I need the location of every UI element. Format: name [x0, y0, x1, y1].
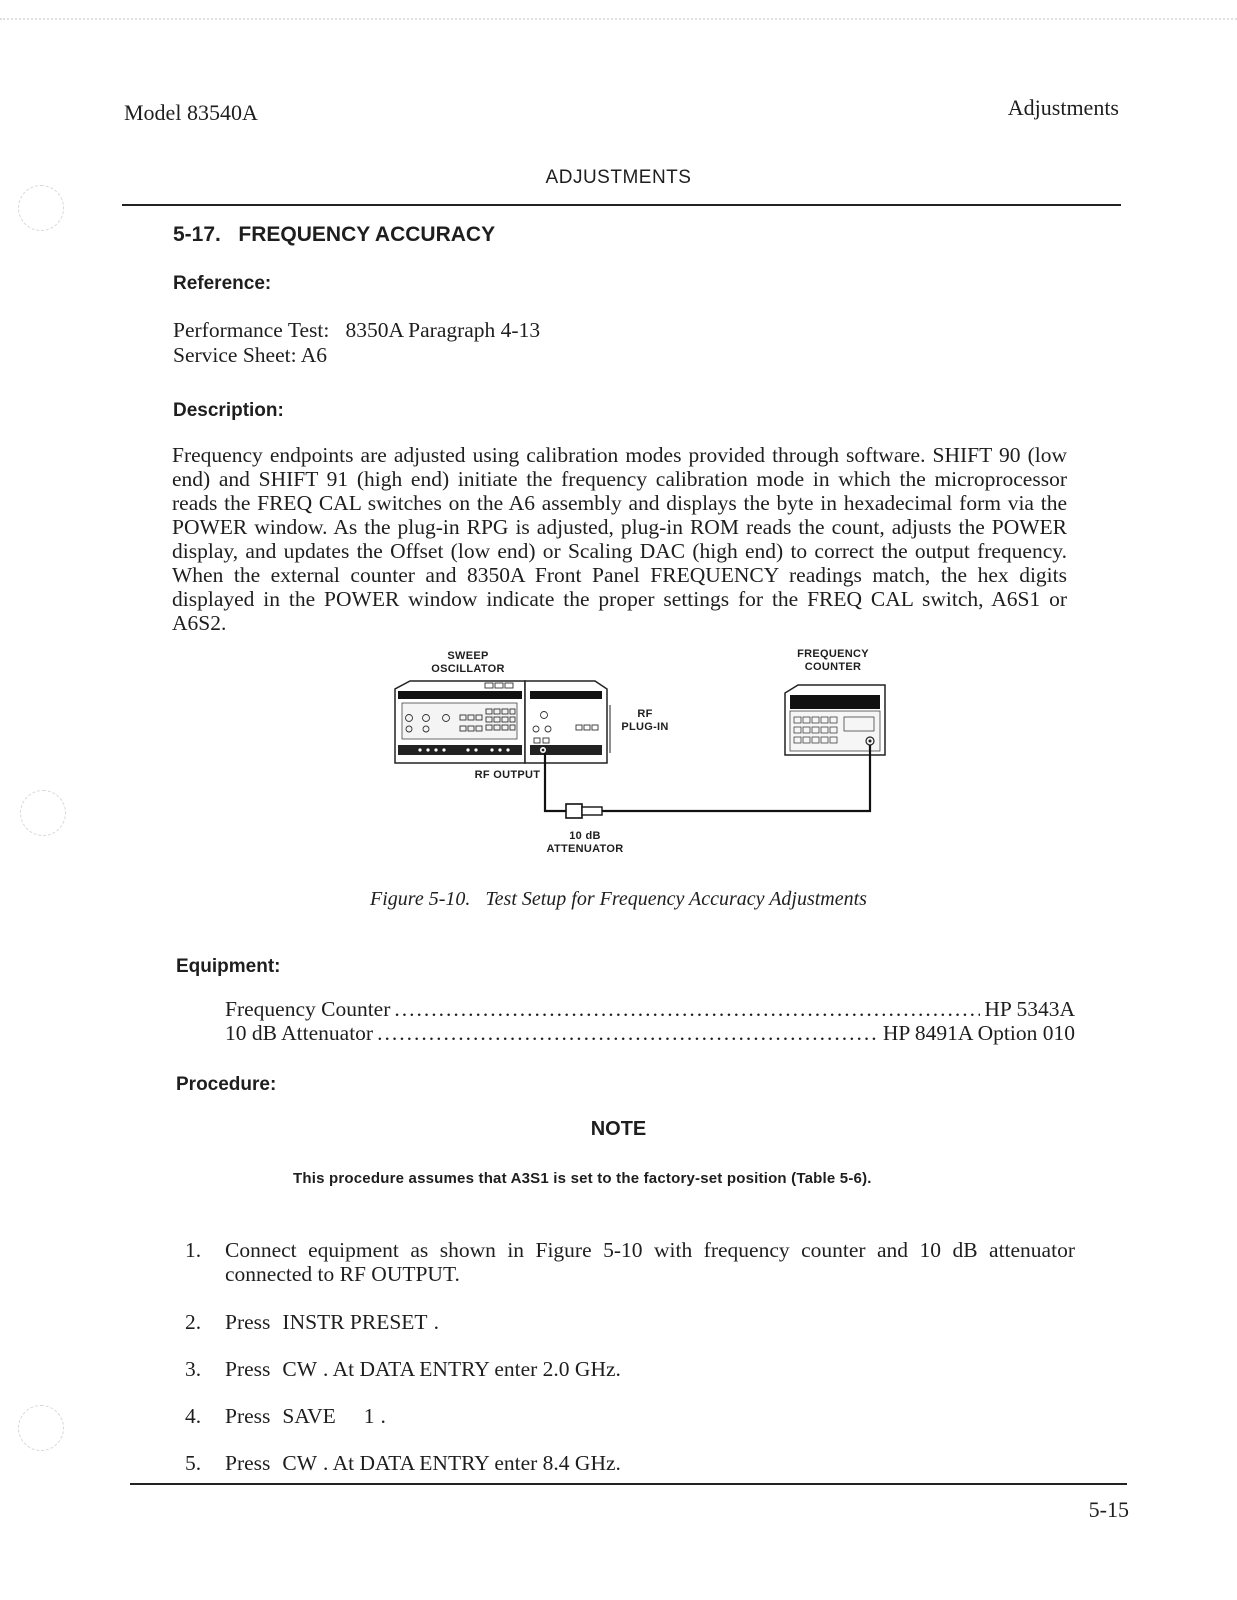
step-post: .	[380, 1404, 386, 1428]
page-number: 5-15	[1088, 1497, 1129, 1522]
description-paragraph: Frequency endpoints are adjusted using calibration modes provided through software. SHIFT 90 (low end) and SHIFT 91 (high end) initiate the frequency calibration mode in which the microprocessor reads the FREQ CAL switches on the A6 assembly and displays the byte in hexadecimal form via the POWER window. As the plug-in RPG is adjusted, plug-in ROM reads the count, adjusts the POWER display, and updates the Offset (low end) or Scaling DAC (high end) to correct the output frequency. When the external counter and 8350A Front Panel FREQUENCY readings match, the hex digits displayed in the POWER window indicate the proper settings for the FREQ CAL switch, A6S1 or A6S2.	[172, 443, 1067, 635]
step-text	[225, 1404, 1075, 1428]
label-atten-line2: ATTENUATOR	[546, 843, 624, 855]
label-attenuator	[535, 830, 635, 856]
step-press: Press	[225, 1451, 271, 1475]
equipment-row	[225, 997, 1075, 1022]
section-title	[173, 223, 495, 247]
header-model: Model 83540A	[124, 100, 258, 125]
figure-caption: Figure 5-10. Test Setup for Frequency Accuracy Adjustments	[370, 888, 867, 910]
leader-dots	[377, 1021, 879, 1046]
step-number: 1.	[185, 1238, 202, 1262]
step-number: 5.	[185, 1451, 202, 1475]
step-press: Press	[225, 1357, 271, 1381]
step-text	[225, 1451, 1075, 1475]
equipment-heading: Equipment:	[176, 956, 281, 977]
scan-dotted-edge	[0, 18, 1237, 20]
step-press: Press	[225, 1310, 271, 1334]
label-frequency-counter	[783, 648, 883, 674]
label-rf-output: RF OUTPUT	[474, 769, 541, 781]
label-sweep-line1: SWEEP	[447, 650, 489, 662]
reference-perf-value: 8350A Paragraph 4-13	[345, 318, 541, 342]
label-rf-line2: PLUG-IN	[621, 721, 669, 733]
step-number: 4.	[185, 1404, 202, 1428]
reference-service: Service Sheet: A6	[173, 343, 328, 367]
label-rf-line1: RF	[637, 708, 653, 720]
label-atten-line1: 10 dB	[569, 830, 601, 842]
note-text: This procedure assumes that A3S1 is set to the factory-set position (Table 5-6).	[293, 1170, 872, 1187]
key-cw: CW	[282, 1357, 318, 1381]
label-sweep-line2: OSCILLATOR	[431, 663, 505, 675]
step-post: .	[433, 1310, 439, 1334]
page-banner: ADJUSTMENTS	[545, 167, 692, 188]
footer-rule	[130, 1483, 1127, 1485]
equipment-name: Frequency Counter	[225, 997, 391, 1021]
binder-hole-mark	[20, 790, 66, 836]
frequency-counter-instrument	[785, 685, 885, 755]
label-rf-plug-in	[615, 708, 675, 734]
equipment-name: 10 dB Attenuator	[225, 1021, 374, 1045]
key-1: 1	[363, 1404, 375, 1428]
step-number: 3.	[185, 1357, 202, 1381]
note-title: NOTE	[590, 1118, 647, 1140]
step-press: Press	[225, 1404, 271, 1428]
procedure-heading: Procedure:	[176, 1074, 277, 1095]
equipment-model: HP 5343A	[984, 997, 1075, 1021]
description-heading: Description:	[173, 400, 284, 421]
sweep-oscillator-instrument	[395, 681, 525, 763]
reference-heading: Reference:	[173, 273, 272, 294]
leader-dots	[394, 997, 980, 1022]
label-counter-line2: COUNTER	[804, 661, 862, 673]
step-number: 2.	[185, 1310, 202, 1334]
rf-plug-in-instrument	[525, 681, 610, 763]
step-text	[225, 1310, 1075, 1334]
header-section: Adjustments	[1007, 95, 1119, 120]
label-counter-line1: FREQUENCY	[797, 648, 869, 660]
step-post: . At DATA ENTRY enter 2.0 GHz.	[323, 1357, 621, 1381]
key-cw: CW	[282, 1451, 318, 1475]
reference-perf-label: Performance Test:	[173, 318, 330, 342]
reference-performance	[173, 318, 540, 342]
binder-hole-mark	[18, 185, 64, 231]
step-text: Connect equipment as shown in Figure 5-10 with frequency counter and 10 dB attenuator connected to RF OUTPUT.	[225, 1238, 1075, 1286]
section-number: 5-17.	[173, 223, 221, 246]
header-rule	[122, 204, 1121, 206]
attenuator-symbol	[566, 804, 602, 818]
equipment-row	[225, 1021, 1075, 1046]
key-save: SAVE	[282, 1404, 336, 1428]
step-text	[225, 1357, 1075, 1381]
label-sweep-oscillator	[418, 650, 518, 676]
key-instr-preset: INSTR PRESET	[282, 1310, 428, 1334]
binder-hole-mark	[18, 1405, 64, 1451]
section-name: FREQUENCY ACCURACY	[238, 223, 496, 246]
test-setup-diagram	[380, 643, 900, 868]
step-post: . At DATA ENTRY enter 8.4 GHz.	[323, 1451, 621, 1475]
equipment-model: HP 8491A Option 010	[882, 1021, 1075, 1045]
